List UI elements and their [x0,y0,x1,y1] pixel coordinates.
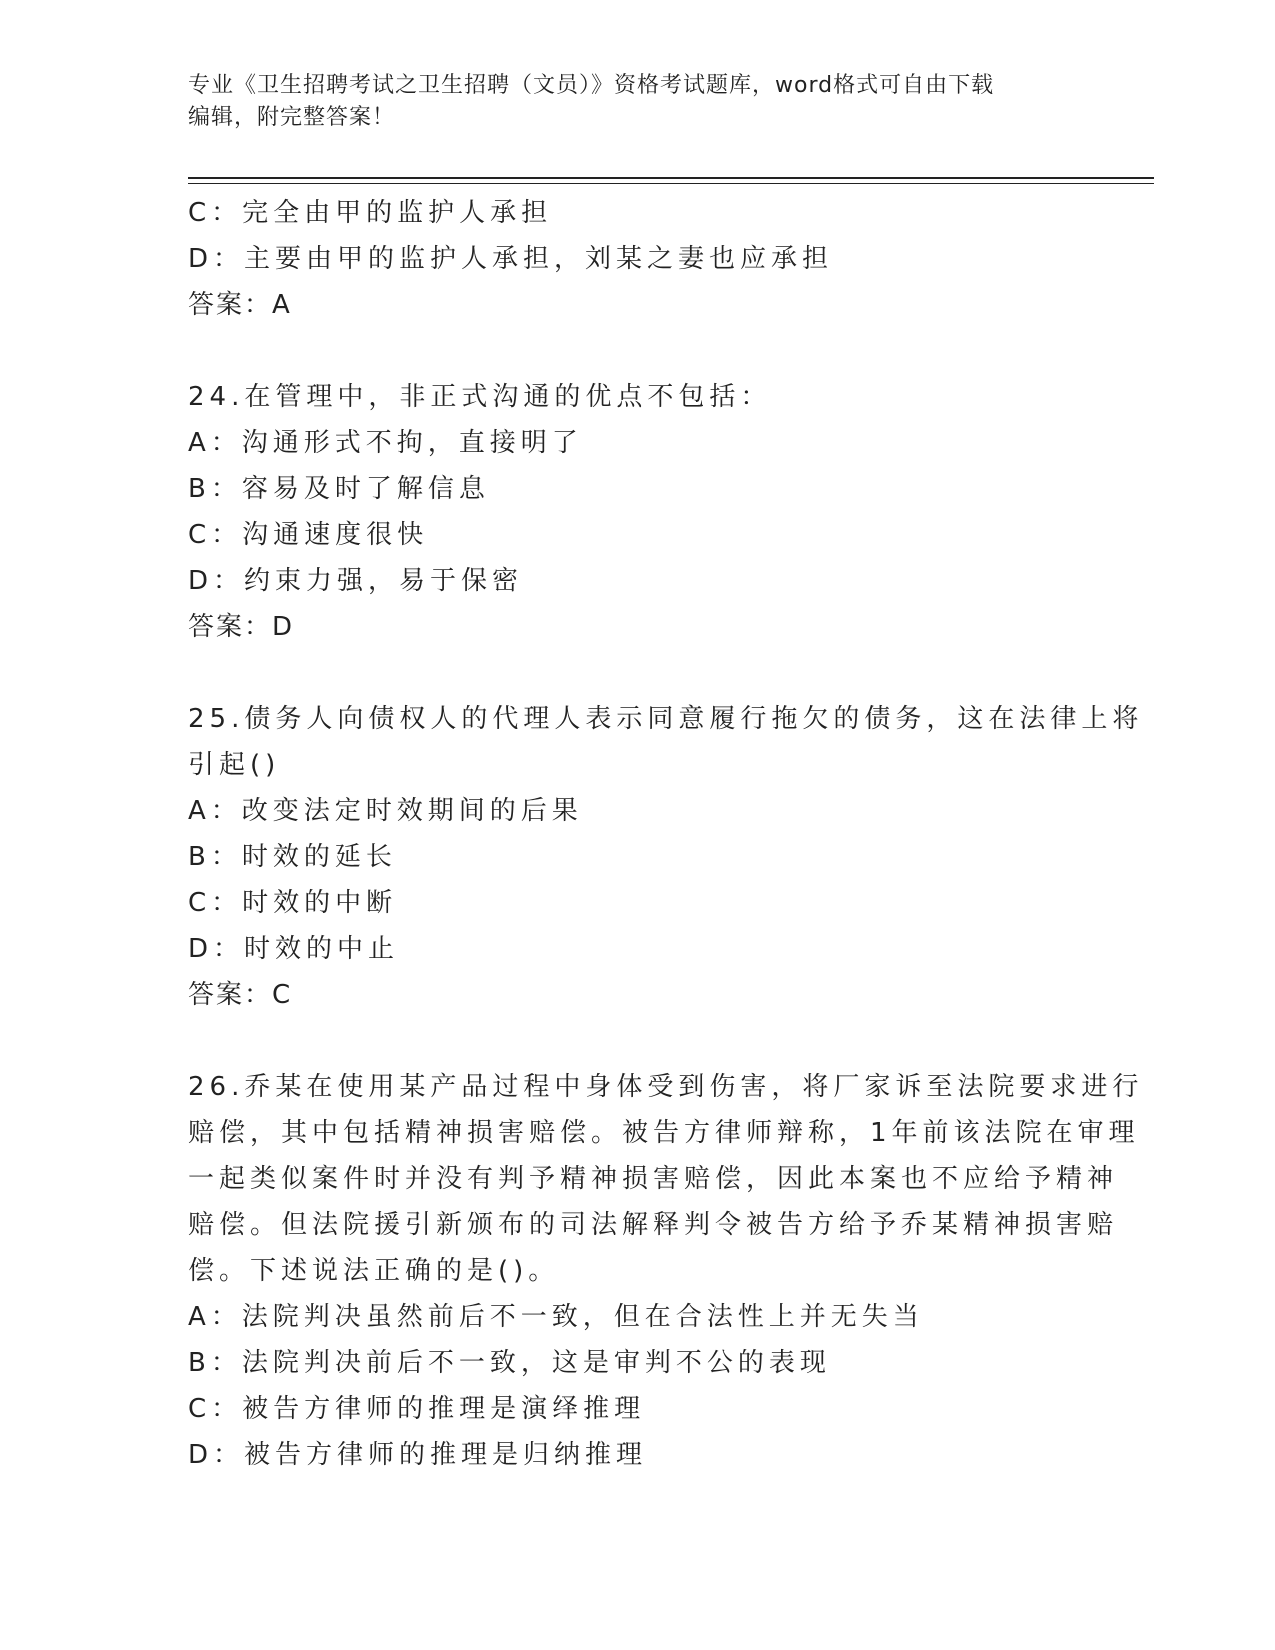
question-text: 24.在管理中，非正式沟通的优点不包括： [188,382,772,412]
question-text-line-1: 25.债务人向债权人的代理人表示同意履行拖欠的债务，这在法律上将 [188,704,1144,734]
header-line-1: 专业《卫生招聘考试之卫生招聘（文员）》资格考试题库，word格式可自由下载 [188,73,995,98]
question-26 [188,1064,1144,1478]
question-text-line-2: 引起() [188,750,281,780]
header-line-2: 编辑，附完整答案！ [188,105,396,130]
question-list [188,190,1144,1478]
question-text-line-4: 赔偿。但法院援引新颁布的司法解释判令被告方给予乔某精神损害赔 [188,1210,1119,1240]
option-a: A：法院判决虽然前后不一致，但在合法性上并无失当 [188,1302,924,1332]
option-a: A：改变法定时效期间的后果 [188,796,583,826]
header-divider-thick [188,177,1154,179]
option-d: D：时效的中止 [188,934,400,964]
option-c: C：完全由甲的监护人承担 [188,198,553,228]
question-25 [188,696,1144,1018]
option-b: B：容易及时了解信息 [188,474,490,504]
option-a: A：沟通形式不拘，直接明了 [188,428,583,458]
document-header [188,70,1088,134]
option-d: D：被告方律师的推理是归纳推理 [188,1440,648,1470]
spacer [188,1018,1088,1064]
option-d: D：约束力强，易于保密 [188,566,524,596]
header-divider-thin [188,183,1154,184]
answer-label: 答案：A [188,290,292,320]
option-c: C：沟通速度很快 [188,520,429,550]
question-text-line-2: 赔偿，其中包括精神损害赔偿。被告方律师辩称，1年前该法院在审理 [188,1118,1140,1148]
question-24 [188,374,1088,650]
option-d: D：主要由甲的监护人承担，刘某之妻也应承担 [188,244,834,274]
option-c: C：被告方律师的推理是演绎推理 [188,1394,646,1424]
option-b: B：法院判决前后不一致，这是审判不公的表现 [188,1348,831,1378]
question-text-line-1: 26.乔某在使用某产品过程中身体受到伤害，将厂家诉至法院要求进行 [188,1072,1144,1102]
option-b: B：时效的延长 [188,842,397,872]
spacer [188,328,1088,374]
option-c: C：时效的中断 [188,888,398,918]
question-text-line-5: 偿。下述说法正确的是()。 [188,1256,560,1286]
question-23-tail [188,190,1088,328]
answer-label: 答案：C [188,980,293,1010]
answer-label: 答案：D [188,612,295,642]
question-text-line-3: 一起类似案件时并没有判予精神损害赔偿，因此本案也不应给予精神 [188,1164,1119,1194]
spacer [188,650,1088,696]
